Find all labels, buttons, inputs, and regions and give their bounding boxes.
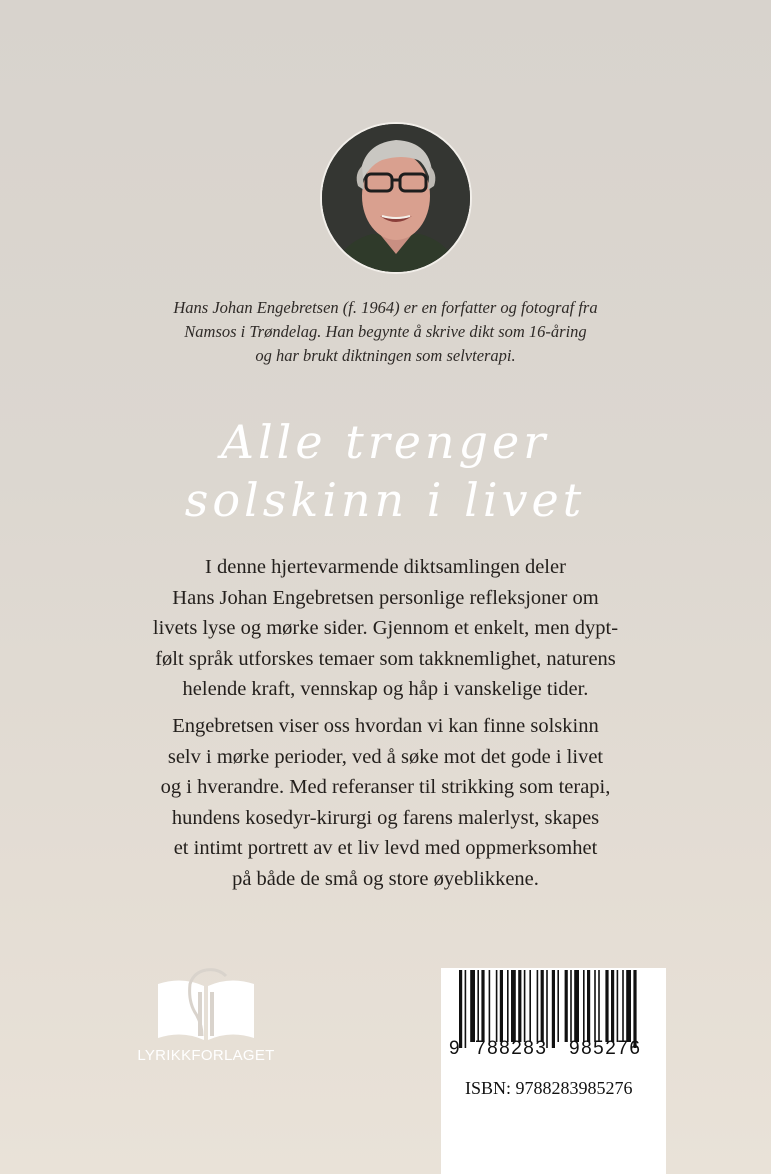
bio-line: Hans Johan Engebretsen (f. 1964) er en forfatter og fotograf fra <box>173 298 598 317</box>
barcode-bar <box>481 970 484 1042</box>
description-line: følt språk utforskes temaer som takknemlighet, naturens <box>155 647 616 670</box>
barcode-panel <box>441 968 666 1174</box>
barcode-bar <box>594 970 596 1042</box>
barcode-digit-first: 9 <box>449 1038 460 1059</box>
book-title <box>150 408 621 538</box>
barcode-bar <box>552 970 555 1048</box>
description-line: selv i mørke perioder, ved å søke mot det gode i livet <box>167 745 604 768</box>
barcode-bar <box>518 970 521 1042</box>
publisher-logo <box>136 962 276 1072</box>
barcode-bar <box>622 970 624 1042</box>
barcode-bar <box>598 970 600 1042</box>
barcode-bar <box>537 970 539 1042</box>
description-line: et intimt portrett av et liv levd med oppmerksomhet <box>173 837 598 859</box>
barcode-bar <box>587 970 590 1042</box>
barcode-bar <box>546 970 548 1048</box>
description-paragraph-1 <box>120 552 651 705</box>
barcode-bar <box>459 970 462 1048</box>
barcode-bar <box>570 970 572 1042</box>
barcode <box>441 968 666 1048</box>
barcode-bar <box>500 970 503 1042</box>
barcode-bar <box>529 970 531 1042</box>
barcode-bar <box>583 970 585 1042</box>
description-line: Engebretsen viser oss hvordan vi kan finne solskinn <box>172 715 599 737</box>
barcode-bar <box>617 970 619 1042</box>
bio-line: og har brukt diktningen som selvterapi. <box>255 346 516 365</box>
barcode-bar <box>626 970 631 1042</box>
barcode-bar <box>611 970 614 1042</box>
title-line-1: Alle trenger <box>220 415 550 469</box>
description-line: livets lyse og mørke sider. Gjennom et enkelt, men dypt- <box>152 617 619 639</box>
description-line: hundens kosedyr-kirurgi og farens malerlyst, skapes <box>171 806 600 829</box>
isbn-label: ISBN: 9788283985276 <box>465 1078 633 1098</box>
barcode-digits-right: 985276 <box>569 1038 642 1059</box>
barcode-bar <box>477 970 479 1042</box>
description-line: I denne hjertevarmende diktsamlingen deler <box>205 556 566 578</box>
author-bio <box>150 296 621 368</box>
description-line: Hans Johan Engebretsen personlige refleksjoner om <box>172 586 599 609</box>
barcode-bar <box>470 970 475 1042</box>
title-line-2: solskinn i livet <box>184 473 586 527</box>
author-photo <box>320 122 472 274</box>
barcode-digits-left: 788283 <box>475 1038 548 1059</box>
barcode-bar <box>489 970 491 1042</box>
open-book-icon <box>136 962 276 1046</box>
barcode-bar <box>507 970 509 1042</box>
barcode-bar <box>605 970 608 1042</box>
bio-line: Namsos i Trøndelag. Han begynte å skrive dikt som 16-åring <box>184 322 587 341</box>
barcode-bar <box>557 970 559 1042</box>
description-line: og i hverandre. Med referanser til strikking som terapi, <box>160 776 611 798</box>
barcode-bar <box>541 970 544 1042</box>
barcode-bar <box>496 970 498 1042</box>
barcode-bar <box>524 970 526 1042</box>
barcode-bar <box>465 970 467 1048</box>
barcode-bar <box>511 970 516 1042</box>
barcode-bar <box>574 970 579 1042</box>
barcode-bar <box>565 970 568 1042</box>
description-line: på både de små og store øyeblikkene. <box>232 867 539 890</box>
barcode-bar <box>633 970 636 1048</box>
description-paragraph-2 <box>120 711 651 894</box>
publisher-name: LYRIKKFORLAGET <box>137 1047 275 1064</box>
author-portrait-illustration <box>322 124 470 272</box>
description-line: helende kraft, vennskap og håp i vanskelige tider. <box>182 678 589 700</box>
